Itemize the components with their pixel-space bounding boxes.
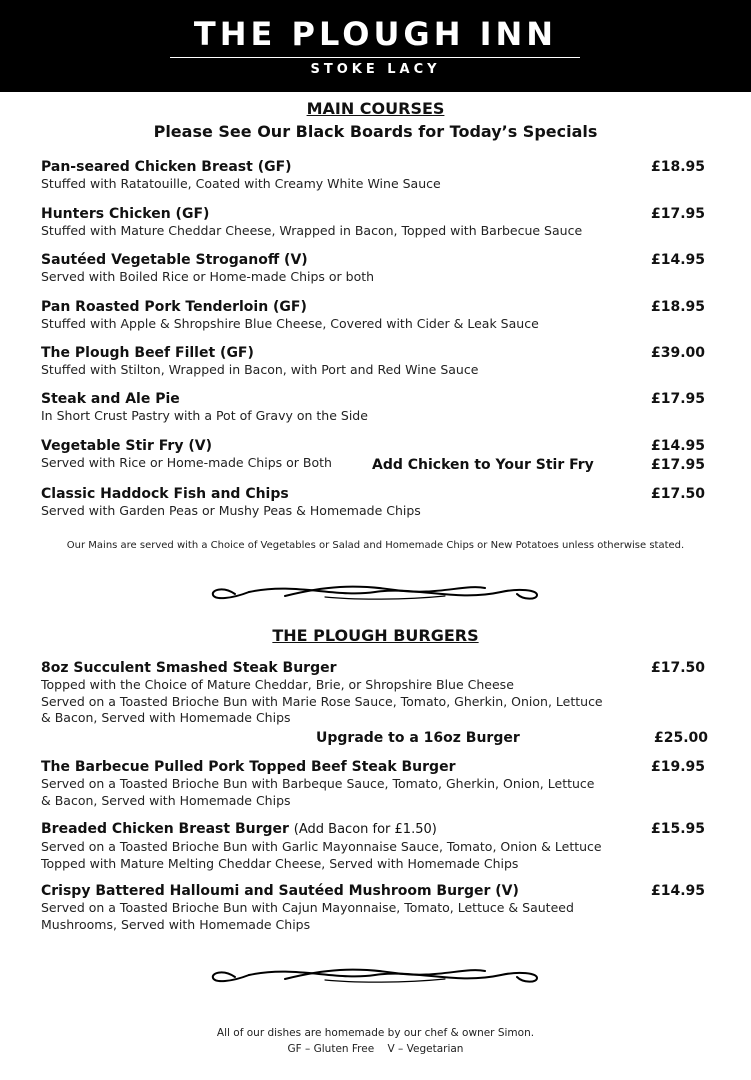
dish-description: Served with Boiled Rice or Home-made Chips or both [41,269,375,284]
menu-item [41,659,711,746]
dish-description: Topped with the Choice of Mature Cheddar, Brie, or Shropshire Blue Cheese [41,677,514,692]
dish-description: Stuffed with Stilton, Wrapped in Bacon, with Port and Red Wine Sauce [41,362,479,377]
dish-price: £19.95 [650,759,705,775]
menu-item [41,158,711,193]
menu-item [41,251,711,286]
dish-description: Served with Rice or Home-made Chips or Both [41,455,332,470]
main-courses-title: MAIN COURSES [306,99,445,118]
menu-item [41,298,711,333]
dish-price: £17.95 [650,206,705,222]
burgers-title: THE PLOUGH BURGERS [272,626,479,645]
menu-item [41,390,711,425]
homemade-note: All of our dishes are homemade by our chef & owner Simon. [216,1027,535,1039]
menu-item [41,758,711,809]
dish-name: The Barbecue Pulled Pork Topped Beef Steak Burger [41,759,456,775]
upgrade-price: £25.00 [653,730,708,746]
dish-description: Stuffed with Mature Cheddar Cheese, Wrapped in Bacon, Topped with Barbecue Sauce [41,223,583,238]
dish-price: £17.50 [650,660,705,676]
dish-name: 8oz Succulent Smashed Steak Burger [41,660,337,676]
dish-description: Mushrooms, Served with Homemade Chips [41,916,311,932]
dish-description: Served on a Toasted Brioche Bun with Barbeque Sauce, Tomato, Gherkin, Onion, Lettuce [41,776,595,791]
menu-item [41,344,711,379]
inn-name: THE PLOUGH INN [193,15,558,53]
dietary-key: GF – Gluten Free V – Vegetarian [287,1043,464,1055]
dish-name-row [41,820,711,839]
addon-price: £17.95 [650,457,705,473]
dish-name: Pan Roasted Pork Tenderloin (GF) [41,299,307,315]
dish-extra-note: (Add Bacon for £1.50) [293,822,437,837]
flourish-divider-icon [205,580,545,604]
dish-price: £39.00 [650,345,705,361]
dish-description: Topped with Mature Melting Cheddar Cheese, Served with Homemade Chips [41,855,519,871]
dish-price: £15.95 [650,821,705,837]
dish-description: Served on a Toasted Brioche Bun with Marie Rose Sauce, Tomato, Gherkin, Onion, Lettuce [41,693,603,709]
menu-item [41,485,711,520]
dish-price: £14.95 [650,438,705,454]
dish-price: £18.95 [650,299,705,315]
dish-name: Vegetable Stir Fry (V) [41,438,212,454]
dish-price: £18.95 [650,159,705,175]
mains-served-note: Our Mains are served with a Choice of Vegetables or Salad and Homemade Chips or New Potatoes unless otherwise stated. [66,540,685,551]
dish-price: £14.95 [650,252,705,268]
dish-description: Stuffed with Apple & Shropshire Blue Cheese, Covered with Cider & Leak Sauce [41,316,539,331]
dish-name: Steak and Ale Pie [41,391,180,407]
dish-name: Sautéed Vegetable Stroganoff (V) [41,252,308,268]
specials-note: Please See Our Black Boards for Today’s Specials [153,122,598,141]
dish-description: Served on a Toasted Brioche Bun with Garlic Mayonnaise Sauce, Tomato, Onion & Lettuce [41,839,602,854]
flourish-divider-icon [205,963,545,987]
dish-name: Classic Haddock Fish and Chips [41,486,289,502]
menu-item [41,205,711,240]
dish-description: Served with Garden Peas or Mushy Peas & Homemade Chips [41,503,421,518]
dish-description: Served on a Toasted Brioche Bun with Cajun Mayonnaise, Tomato, Lettuce & Sauteed [41,900,574,915]
dish-name: The Plough Beef Fillet (GF) [41,345,254,361]
dish-name: Breaded Chicken Breast Burger [41,821,289,837]
dish-description: Stuffed with Ratatouille, Coated with Creamy White Wine Sauce [41,176,441,191]
dish-name: Hunters Chicken (GF) [41,206,210,222]
dish-description: & Bacon, Served with Homemade Chips [41,792,291,808]
upgrade-label: Upgrade to a 16oz Burger [316,730,520,746]
menu-item [41,820,711,872]
menu-header [0,0,751,92]
dish-name: Pan-seared Chicken Breast (GF) [41,159,292,175]
inn-location: STOKE LACY [310,62,441,77]
header-rule [170,57,580,58]
dish-description: & Bacon, Served with Homemade Chips [41,710,291,725]
menu-item [41,882,711,933]
dish-name: Crispy Battered Halloumi and Sautéed Mushroom Burger (V) [41,883,519,899]
dish-price: £17.50 [650,486,705,502]
dish-price: £14.95 [650,883,705,899]
addon-label: Add Chicken to Your Stir Fry [372,457,594,473]
dish-price: £17.95 [650,391,705,407]
menu-item [41,437,711,472]
dish-description: In Short Crust Pastry with a Pot of Gravy on the Side [41,408,368,423]
